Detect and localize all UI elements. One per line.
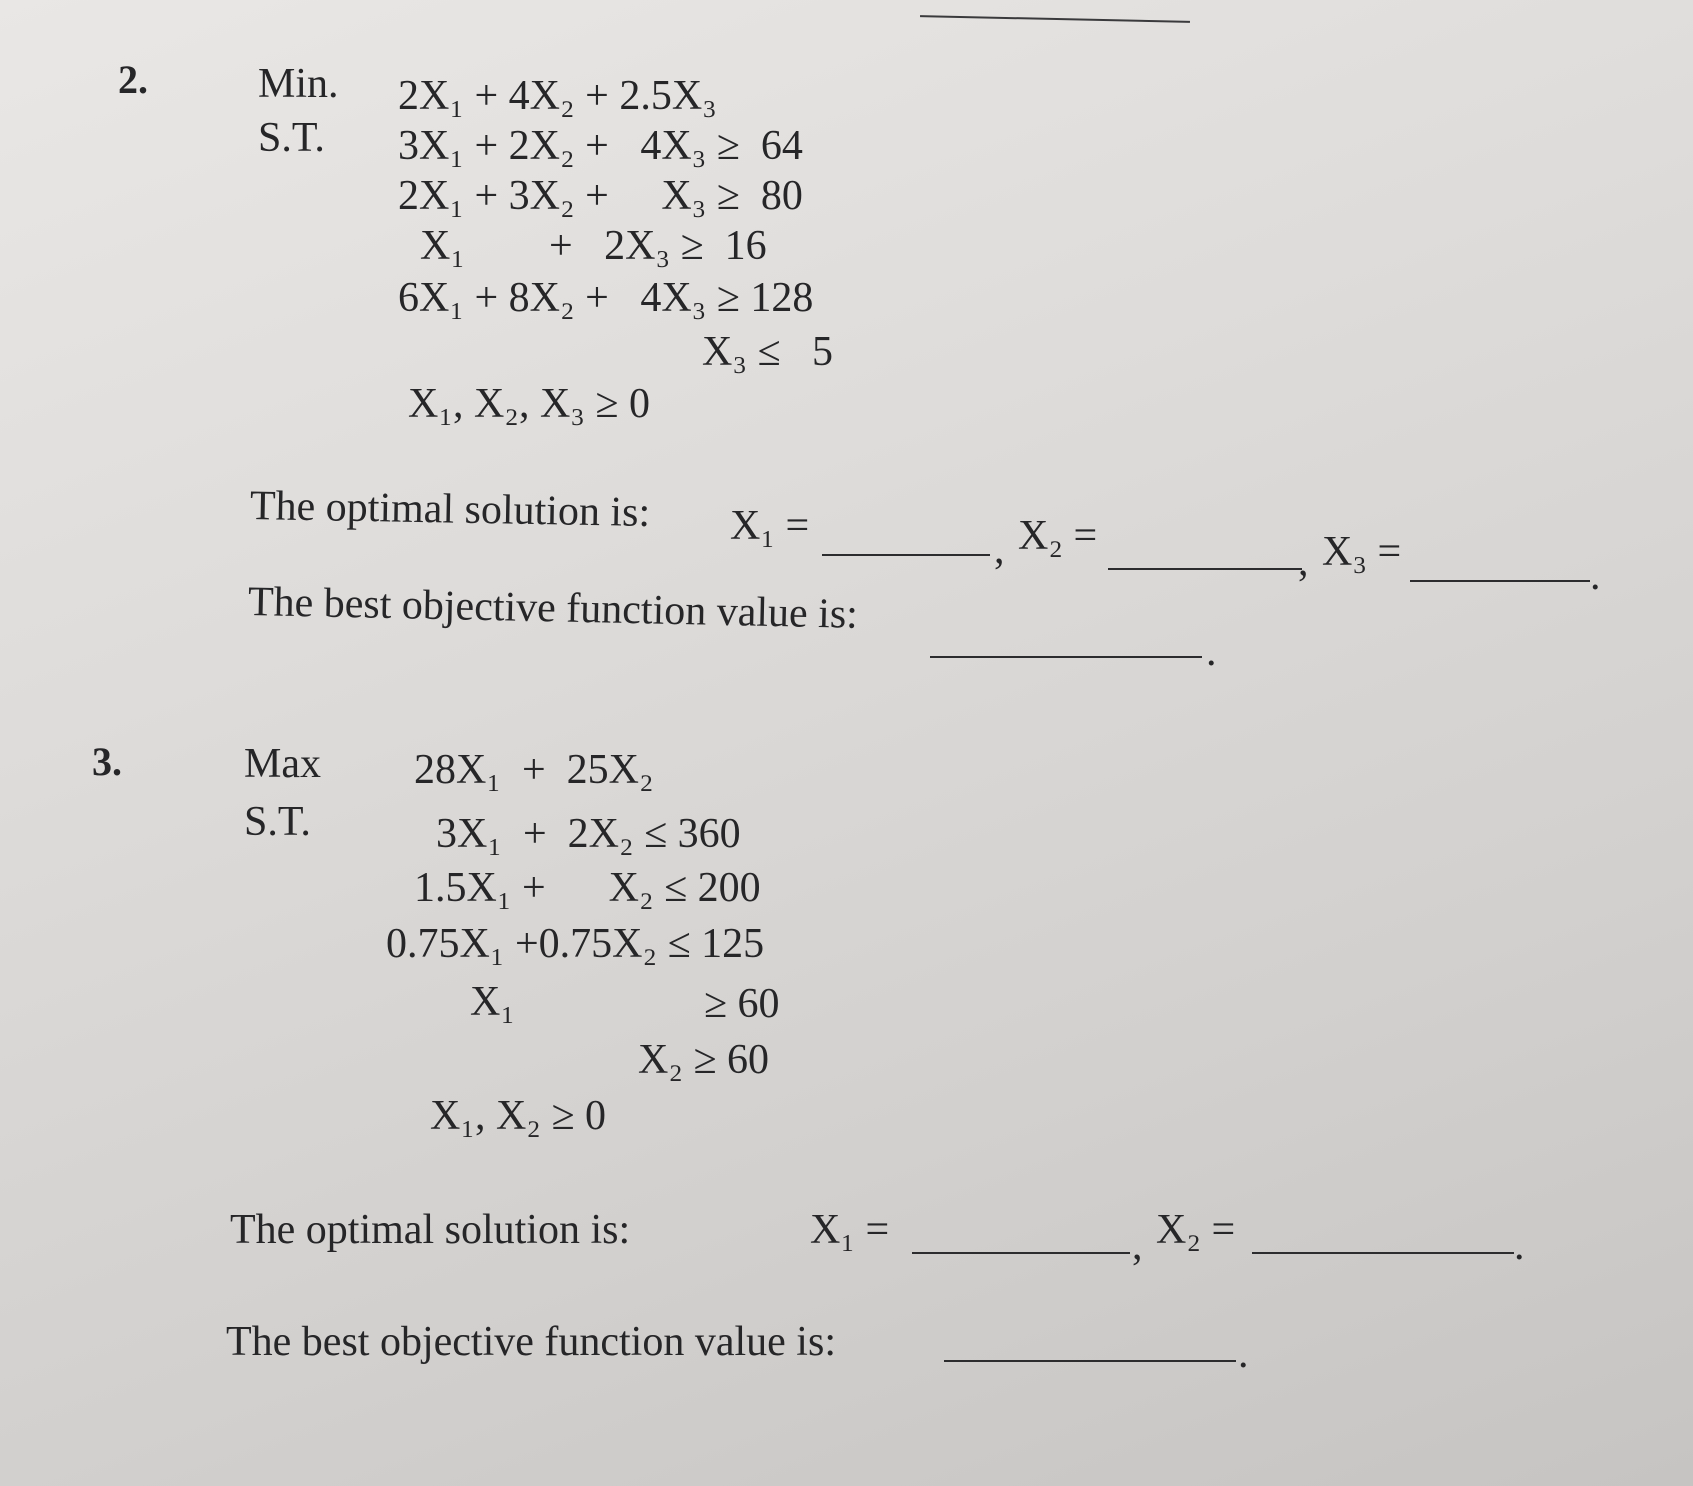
problem-2-min-label: Min.: [258, 61, 339, 107]
problem-3-objective-answer-blank[interactable]: [944, 1360, 1236, 1362]
problem-2-comma-2: ,: [1298, 539, 1309, 585]
problem-2-period-2: .: [1206, 629, 1217, 675]
problem-2-constraint-2: 2X₁ + 3X₂ + X₃ ≥ 80: [398, 173, 803, 219]
problem-3-x2-answer-blank[interactable]: [1252, 1252, 1514, 1254]
problem-2-constraint-4: 6X₁ + 8X₂ + 4X₃ ≥ 128: [398, 275, 814, 321]
problem-2-period-1: .: [1590, 553, 1601, 599]
problem-3-x1-answer-blank[interactable]: [912, 1252, 1130, 1254]
problem-2-objective: 2X₁ + 4X₂ + 2.5X₃: [398, 73, 717, 119]
problem-2-x1-label: X₁ =: [730, 503, 810, 549]
problem-2-best-value-label: The best objective function value is:: [247, 579, 859, 638]
problem-2-number: 2.: [118, 57, 148, 102]
problem-2-constraint-5: X₃ ≤ 5: [702, 329, 834, 375]
problem-3-number: 3.: [92, 739, 122, 784]
problem-3-optimal-label: The optimal solution is:: [230, 1207, 631, 1253]
problem-3-period-2: .: [1238, 1331, 1249, 1377]
problem-3-constraint-5: X₂ ≥ 60: [638, 1037, 770, 1083]
problem-2-x3-answer-blank[interactable]: [1410, 580, 1590, 582]
problem-3-nonnegativity: X₁, X₂ ≥ 0: [430, 1093, 606, 1139]
problem-3-comma: ,: [1132, 1223, 1143, 1269]
problem-3-best-value-label: The best objective function value is:: [226, 1319, 836, 1365]
problem-3-constraint-2: 1.5X₁ + X₂ ≤ 200: [414, 865, 761, 911]
problem-2-x3-label: X₃ =: [1322, 529, 1402, 575]
problem-2-constraint-3: X₁ + 2X₃ ≥ 16: [420, 223, 767, 269]
problem-3-x1-label: X₁ =: [810, 1207, 890, 1253]
problem-2-x1-answer-blank[interactable]: [822, 554, 990, 556]
problem-3-constraint-4-rhs: ≥ 60: [704, 981, 780, 1027]
problem-2-optimal-label: The optimal solution is:: [249, 483, 651, 536]
problem-3-objective: 28X₁ + 25X₂: [414, 747, 654, 793]
problem-2-nonnegativity: X₁, X₂, X₃ ≥ 0: [408, 381, 650, 427]
problem-2-x2-label: X₂ =: [1018, 513, 1098, 559]
problem-2-constraint-1: 3X₁ + 2X₂ + 4X₃ ≥ 64: [398, 123, 803, 169]
problem-3-x2-label: X₂ =: [1156, 1207, 1236, 1253]
top-answer-line: [920, 15, 1190, 23]
problem-2-comma-1: ,: [994, 527, 1005, 573]
problem-2-objective-answer-blank[interactable]: [930, 656, 1202, 658]
problem-3-st-label: S.T.: [244, 799, 311, 845]
problem-2-st-label: S.T.: [258, 115, 325, 161]
problem-3-period-1: .: [1514, 1223, 1525, 1269]
problem-3-constraint-1: 3X₁ + 2X₂ ≤ 360: [436, 811, 741, 857]
problem-3-constraint-3: 0.75X₁ +0.75X₂ ≤ 125: [386, 921, 765, 967]
problem-3-constraint-4-lhs: X₁: [470, 979, 515, 1025]
problem-2-x2-answer-blank[interactable]: [1108, 568, 1302, 570]
problem-3-max-label: Max: [244, 741, 321, 787]
